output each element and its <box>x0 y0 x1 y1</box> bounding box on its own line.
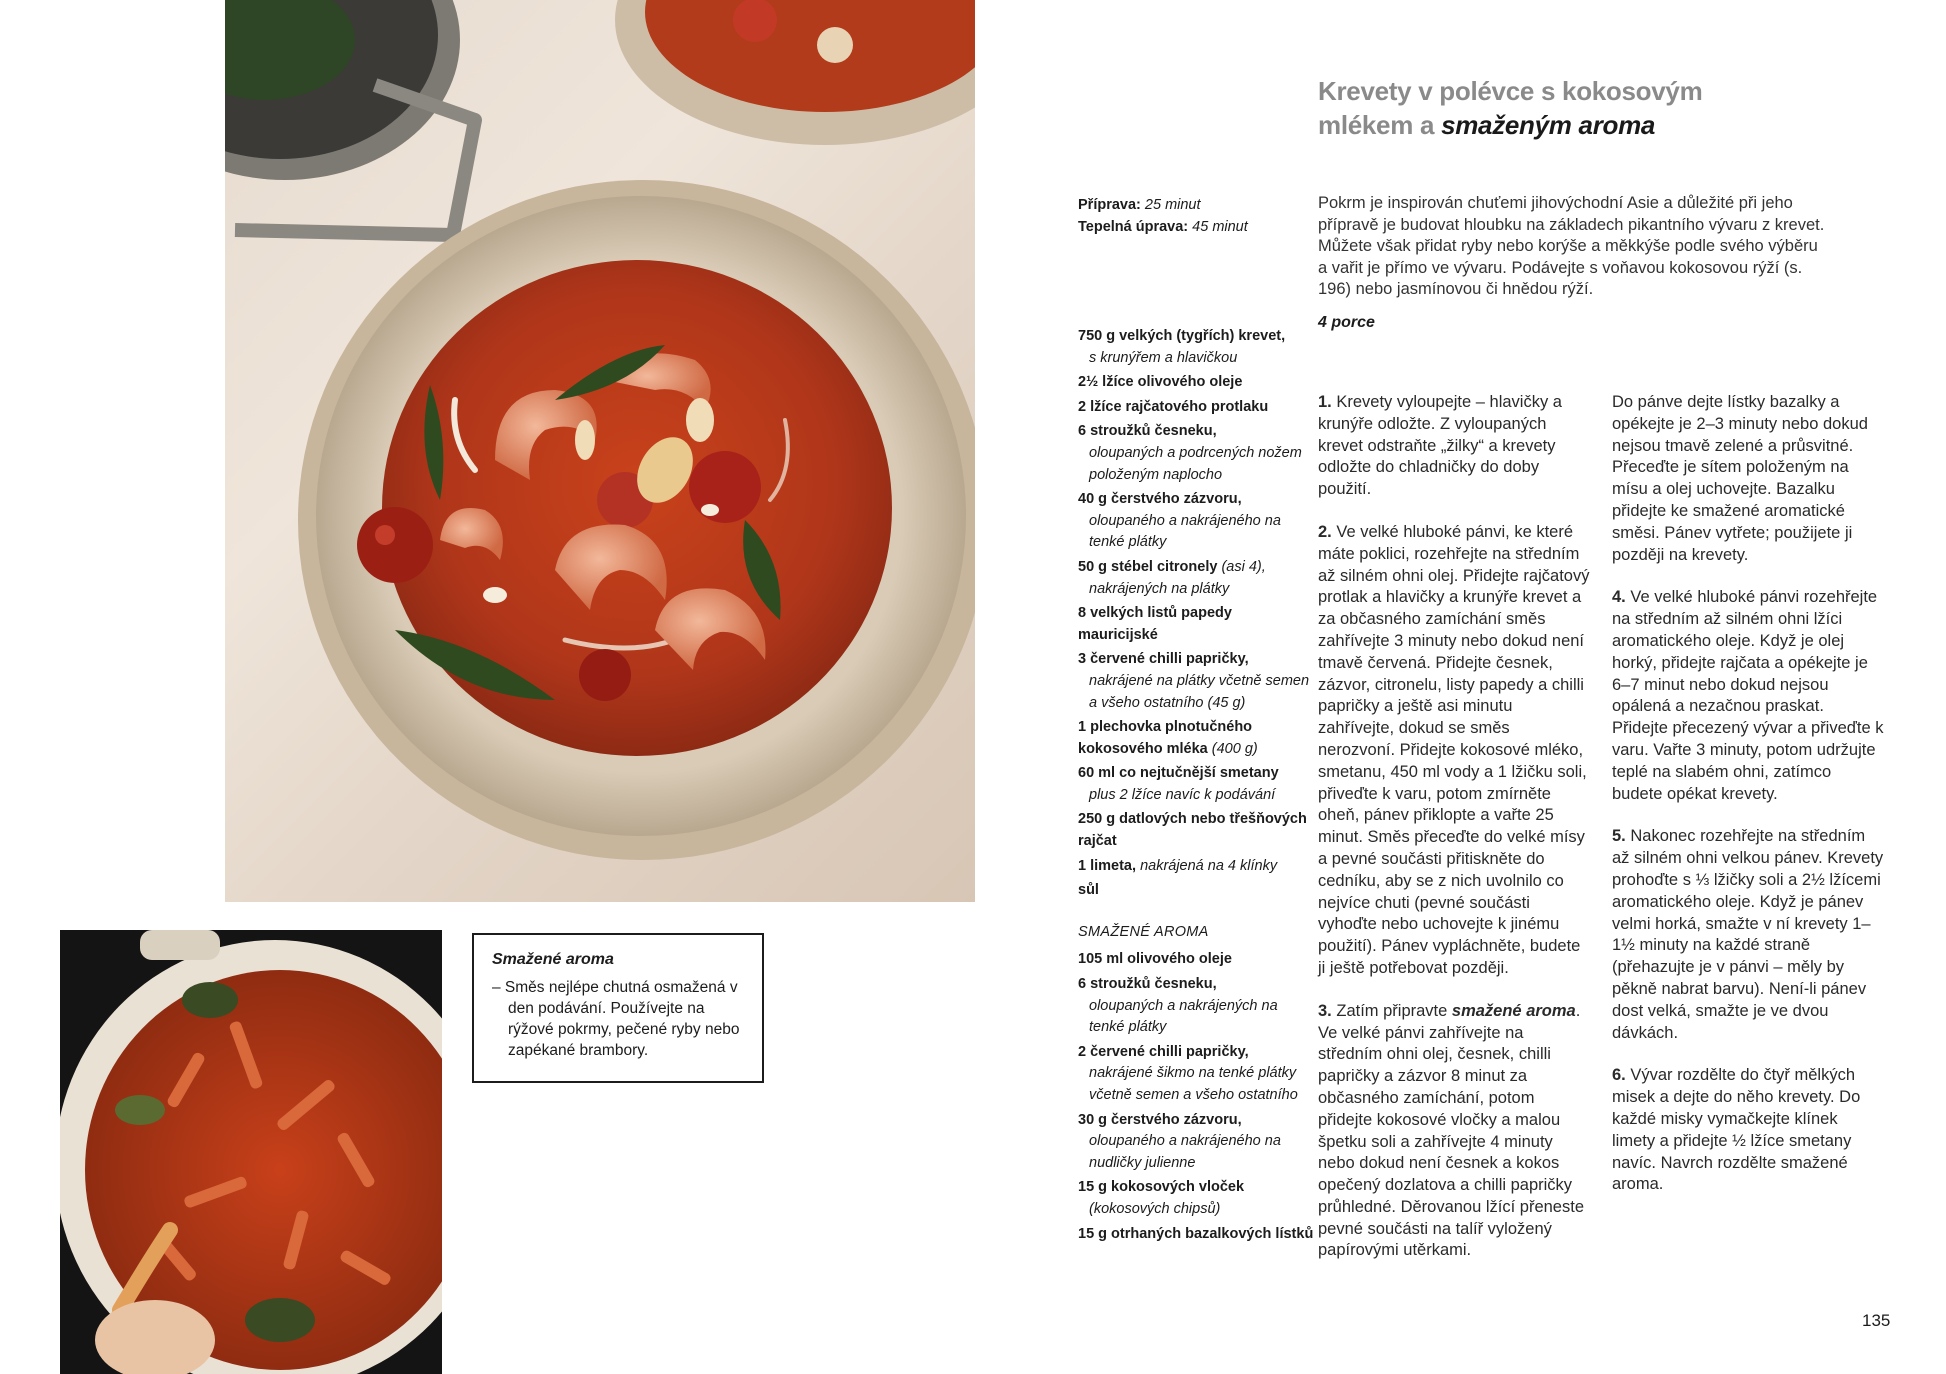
ingredient-note: oloupaného a nakrájeného na nudličky julienne <box>1089 1133 1281 1171</box>
recipe-title-line1: Krevety v polévce s kokosovým <box>1318 76 1703 106</box>
ingredient-note: (kokosových chipsů) <box>1089 1200 1221 1217</box>
ingredient-item <box>1078 949 1314 971</box>
step-text: Nakonec rozehřejte na středním až silném ohni velkou pánev. Krevety prohoďte s ⅓ lžičky soli a 2½ lžícemi aromatického oleje. Když je pánev velmi horká, smažte v ní krevety 1–1½ minuty na každé straně (přehazujte je v pánvi – měly by pěkně nabrat barvu). Není-li pánev dost velká, smažte je ve dvou dávkách. <box>1612 827 1884 1042</box>
step-4 <box>1612 587 1884 805</box>
ingredient-item <box>1078 856 1314 878</box>
prep-label: Příprava: <box>1078 197 1141 213</box>
aroma-tip-title: Smažené aroma <box>492 951 614 968</box>
ingredient-item <box>1078 763 1314 806</box>
ingredient-note: nakrájené na plátky včetně semen a všeho ostatního (45 g) <box>1089 672 1310 711</box>
ingredient-note-inline: (400 g) <box>1211 740 1258 757</box>
ingredients-main <box>1078 326 1314 902</box>
step-1 <box>1318 392 1590 501</box>
step-3 <box>1318 1001 1590 1263</box>
ingredient-name: 15 g otrhaných bazalkových lístků <box>1078 1225 1314 1242</box>
ingredient-name: 40 g čerstvého zázvoru, <box>1078 491 1242 508</box>
step-6 <box>1612 1065 1884 1196</box>
steps-column-2 <box>1612 392 1884 1217</box>
step-text: Vývar rozdělte do čtyř mělkých misek a dejte do něho krevety. Do každé misky vymačkejte klínek limety a přidejte ½ lžíce smetany navíc. Navrch rozdělte smažené aroma. <box>1612 1066 1861 1194</box>
ingredient-note: oloupaného a nakrájeného na tenké plátky <box>1089 512 1281 551</box>
step-number: 3. <box>1318 1001 1332 1020</box>
step-number: 1. <box>1318 393 1332 411</box>
ingredient-name: 750 g velkých (tygřích) krevet, <box>1078 328 1286 344</box>
ingredient-note-inline: (asi 4), <box>1221 558 1266 575</box>
ingredient-item <box>1078 326 1314 369</box>
step-text: . Ve velké pánvi zahřívejte na středním ohni olej, česnek, chilli papričky a zázvor 8 minut za občasného zamíchání, potom přidejte kokosové vločky a malou špetku soli a zahřívejte 4 minuty nebo dokud není česnek a kokos opečený dozlatova a chilli papričky průhledné. Děrovanou lžící přeneste pevné součásti na talíř vyložený papírovými utěrkami. <box>1318 1001 1584 1260</box>
ingredient-item <box>1078 1042 1314 1107</box>
ingredient-name: sůl <box>1078 882 1099 899</box>
ingredient-name: 6 stroužků česneku, <box>1078 423 1217 440</box>
ingredient-name: 2 červené chilli papričky, <box>1078 1043 1249 1060</box>
step-text: Ve velké hluboké pánvi, ke které máte poklici, rozehřejte na středním až silném ohni olej. Přidejte rajčatový protlak a hlavičky a krunýře krevet a za občasného zamíchání směs zahřívejte 3 minuty nebo dokud není tmavě červená. Přidejte česnek, zázvor, citronelu, listy papedy a chilli papričky a ještě asi minutu zahřívejte, dokud se směs nerozvoní. Přidejte kokosové mléko, smetanu, 450 ml vody a 1 lžičku soli, přiveďte k varu, potom zmírněte oheň, pánev přiklopte a vařte 25 minut. Směs přeceďte do velké mísy a pevné součásti přitiskněte do cedníku, aby se z nich uvolnilo co nejvíce chuti (pevné součásti vyhoďte nebo uchovejte k jinému použití). Pánev vypláchněte, budete ji ještě potřebovat později. <box>1318 522 1590 977</box>
step-text: Ve velké hluboké pánvi rozehřejte na středním až silném ohni lžíci aromatického oleje. Když je olej horký, přidejte rajčata a opékejte je 6–7 minut nebo dokud nejsou opálená a nezačnou praskat. Přidejte přecezený vývar a přiveďte k varu. Vařte 3 minuty, potom udržujte teplé na slabém ohni, zatímco budete opékat krevety. <box>1612 588 1884 803</box>
step-number: 5. <box>1612 827 1626 846</box>
step-number: 2. <box>1318 522 1332 541</box>
step-number: 4. <box>1612 588 1626 607</box>
step-2 <box>1318 522 1590 980</box>
ingredient-note: nakrájených na plátky <box>1089 580 1230 597</box>
ingredient-item <box>1078 717 1314 760</box>
ingredient-item <box>1078 809 1314 852</box>
recipe-meta <box>1078 194 1248 238</box>
bowl-top-right <box>615 0 975 145</box>
ingredient-name: 105 ml olivového oleje <box>1078 951 1232 968</box>
ingredient-item <box>1078 1110 1314 1175</box>
ingredient-name: 250 g datlových nebo třešňových rajčat <box>1078 811 1307 850</box>
step-5 <box>1612 826 1884 1044</box>
ingredients-aroma <box>1078 949 1314 1245</box>
ingredient-name: 1 plechovka plnotučného kokosového mléka <box>1078 719 1253 757</box>
recipe-intro: Pokrm je inspirován chuťemi jihovýchodní Asie a důležité při jeho přípravě je budovat hloubku na základech pikantního vývaru z krevet. Můžete však přidat ryby nebo korýše a měkkýše podle svého výběru a vařit je přímo ve vývaru. Podávejte s voňavou kokosovou rýží (s. 196) nebo jasmínovou či hnědou rýží. <box>1318 194 1825 299</box>
pan-illustration <box>60 930 442 1374</box>
ingredient-item <box>1078 372 1314 394</box>
ingredient-name: 2½ lžíce olivového oleje <box>1078 374 1243 391</box>
step-text-start: Zatím připravte <box>1336 1001 1452 1020</box>
cook-label: Tepelná úprava: <box>1078 219 1189 235</box>
pot-top-left <box>225 0 475 235</box>
cook-time <box>1078 216 1248 238</box>
aroma-tip-box <box>472 933 764 1083</box>
ingredient-name: 8 velkých listů papedy mauricijské <box>1078 605 1232 643</box>
ingredient-item <box>1078 649 1314 714</box>
ingredient-note: oloupaných a nakrájených na tenké plátky <box>1089 997 1278 1036</box>
ingredient-name: 60 ml co nejtučnější smetany <box>1078 765 1279 782</box>
step-text: Krevety vyloupejte – hlavičky a krunýře odložte. Z vyloupaných krevet odstraňte „žilky“ a krevety odložte do chladničky do doby použití. <box>1318 393 1562 499</box>
aroma-heading: SMAŽENÉ AROMA <box>1078 923 1209 940</box>
steps-column-1 <box>1318 392 1590 1283</box>
step-number: 6. <box>1612 1066 1626 1085</box>
ingredient-item <box>1078 1224 1314 1246</box>
prep-time <box>1078 194 1248 216</box>
ingredient-item <box>1078 557 1314 600</box>
ingredients-list <box>1078 326 1314 1248</box>
ingredient-name: 2 lžíce rajčatového protlaku <box>1078 398 1269 415</box>
ingredient-note-inline: nakrájená na 4 klínky <box>1140 857 1278 874</box>
ingredient-item <box>1078 489 1314 554</box>
ingredient-name: 3 červené chilli papričky, <box>1078 651 1249 668</box>
recipe-title-line2: mlékem a <box>1318 110 1442 140</box>
step-highlight: smažené aroma <box>1451 1001 1576 1020</box>
ingredient-item <box>1078 974 1314 1039</box>
ingredient-note: plus 2 lžíce navíc k podávání <box>1089 786 1276 803</box>
ingredient-item <box>1078 880 1314 902</box>
aroma-tip-text: – Směs nejlépe chutná osmažená v den podávání. Používejte na rýžové pokrmy, pečené ryby nebo zapékané brambory. <box>492 979 740 1059</box>
ingredient-name: 15 g kokosových vloček <box>1078 1179 1245 1196</box>
ingredient-name: 50 g stébel citronely <box>1078 558 1218 575</box>
ingredient-note: s krunýřem a hlavičkou <box>1089 349 1238 366</box>
ingredient-name: 6 stroužků česneku, <box>1078 976 1217 993</box>
ingredient-item <box>1078 397 1314 419</box>
ingredient-name: 1 limeta, <box>1078 857 1137 874</box>
ingredient-note: nakrájené šikmo na tenké plátky včetně semen a všeho ostatního <box>1089 1065 1298 1103</box>
ingredient-name: 30 g čerstvého zázvoru, <box>1078 1111 1242 1128</box>
soup-illustration <box>225 0 975 902</box>
portions: 4 porce <box>1318 314 1375 331</box>
soup-photo <box>225 0 975 902</box>
page-number: 135 <box>1862 1311 1891 1330</box>
pan-photo <box>60 930 442 1374</box>
recipe-title-accent: smaženým aroma <box>1441 110 1656 140</box>
prep-value: 25 minut <box>1144 197 1201 213</box>
ingredient-item <box>1078 1177 1314 1220</box>
ingredient-note: oloupaných a podrcených nožem položeným naplocho <box>1089 444 1302 483</box>
ingredient-item <box>1078 421 1314 486</box>
recipe-title <box>1318 74 1838 142</box>
step-3-continued: Do pánve dejte lístky bazalky a opékejte je 2–3 minuty nebo dokud nejsou tmavě zelené a průsvitné. Přeceďte je sítem položeným na mísu a olej uchovejte. Bazalku přidejte ke smažené aromatické směsi. Pánev vytřete; použijete ji později na krevety. <box>1612 393 1868 564</box>
ingredient-item <box>1078 603 1314 646</box>
cook-value: 45 minut <box>1192 219 1248 235</box>
